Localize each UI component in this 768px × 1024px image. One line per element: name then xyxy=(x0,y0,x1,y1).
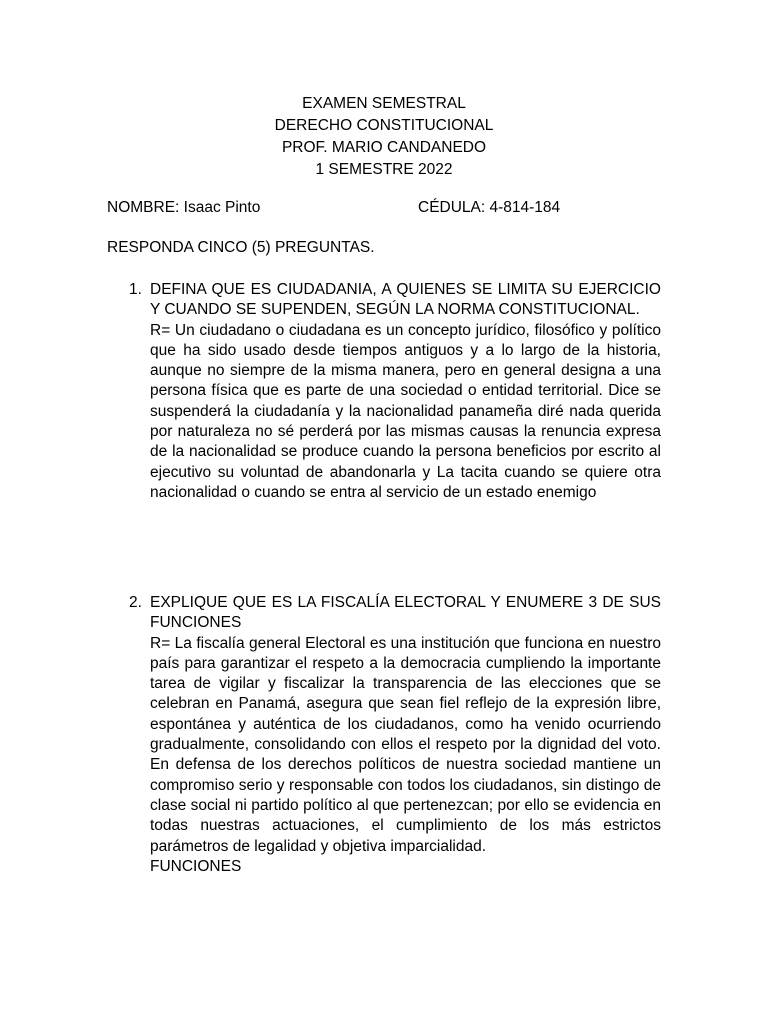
semester: 1 SEMESTRE 2022 xyxy=(315,161,453,178)
professor-name: PROF. MARIO CANDANEDO xyxy=(281,139,487,156)
question-number: 2. xyxy=(129,594,142,611)
exam-header xyxy=(0,93,768,181)
course-name: DERECHO CONSTITUCIONAL xyxy=(274,117,494,134)
question-text: EXPLIQUE QUE ES LA FISCALÍA ELECTORAL Y ENUMERE 3 DE SUS FUNCIONES xyxy=(150,594,661,632)
question-number: 1. xyxy=(129,281,142,298)
student-name: NOMBRE: Isaac Pinto xyxy=(107,199,261,216)
functions-heading: FUNCIONES xyxy=(150,857,242,875)
question-item xyxy=(129,280,661,503)
question-item xyxy=(129,593,661,877)
student-cedula: CÉDULA: 4-814-184 xyxy=(418,199,561,216)
exam-title: EXAMEN SEMESTRAL xyxy=(302,95,466,112)
question-text: DEFINA QUE ES CIUDADANIA, A QUIENES SE LIMITA SU EJERCICIO Y CUANDO SE SUPENDEN, SEGÚN LA NORMA CONSTITUCIONAL. xyxy=(150,281,661,319)
student-info xyxy=(107,197,667,219)
instruction-text: RESPONDA CINCO (5) PREGUNTAS. xyxy=(107,239,375,256)
answer-text: R= Un ciudadano o ciudadana es un concepto jurídico, filosófico y político que ha sido usado desde tiempos antiguos y a lo largo de la historia, aunque no siempre de la misma manera, pero en general designa a una persona física que es parte de una sociedad o entidad territorial. Dice se suspenderá la ciudadanía y la nacionalidad panameña diré nada querida por naturaleza no sé perderá por las mismas causas la renuncia expresa de la nacionalidad se produce cuando la persona beneficios por escrito al ejecutivo su voluntad de abandonarla y La tacita cuando se quiere otra nacionalidad o cuando se entra al servicio de un estado enemigo xyxy=(150,321,661,501)
answer-text: R= La fiscalía general Electoral es una institución que funciona en nuestro país para garantizar el respeto a la democracia cumpliendo la importante tarea de vigilar y fiscalizar la transparencia de las elecciones que se celebran en Panamá, asegura que sean fiel reflejo de la expresión libre, espontánea y auténtica de los ciudadanos, como ha venido ocurriendo gradualmente, consolidando con ellos el respeto por la dignidad del voto. En defensa de los derechos políticos de nuestra sociedad mantiene un compromiso serio y responsable con todos los ciudadanos, sin distingo de clase social ni partido político al que pertenezcan; por ello se evidencia en todas nuestras actuaciones, el cumplimiento de los más estrictos parámetros de legalidad y objetiva imparcialidad. xyxy=(150,634,661,855)
